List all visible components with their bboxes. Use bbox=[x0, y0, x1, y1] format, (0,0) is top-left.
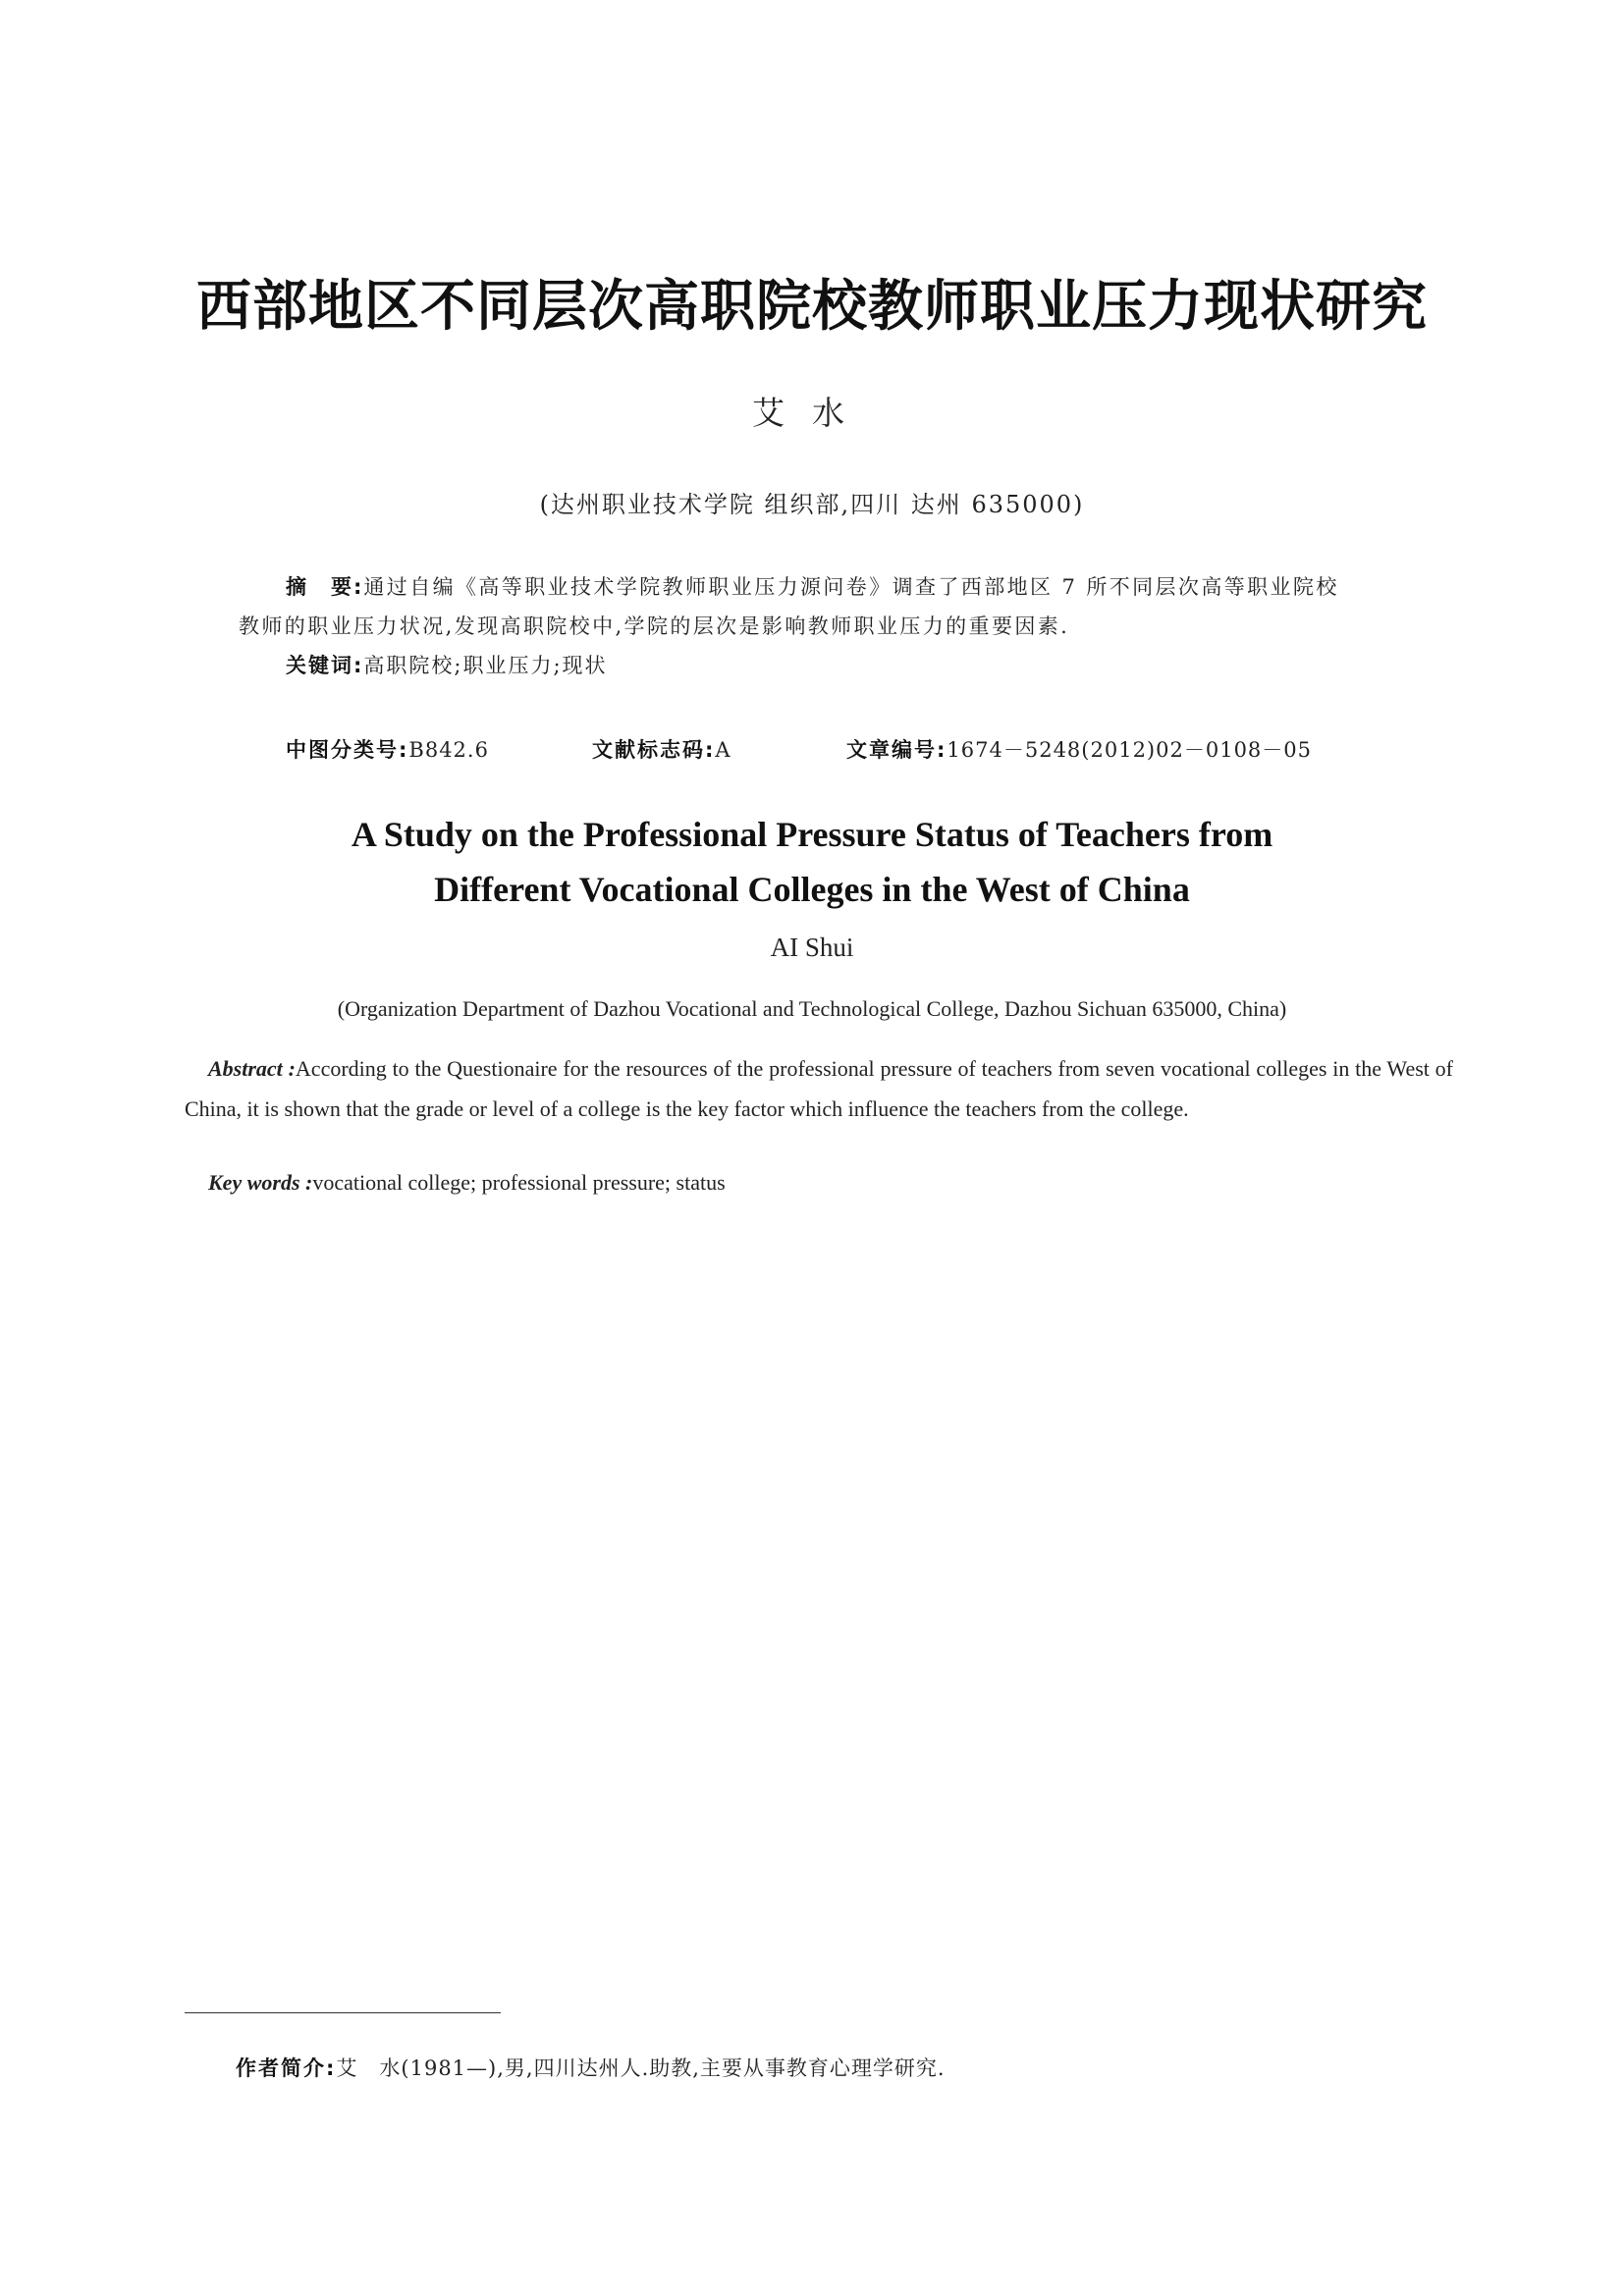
english-abstract-text: According to the Questionaire for the resources of the professional pressure of teachers from seven vocational colleges in the West of China, it is shown that the grade or level of a college is the key factor which influence the teachers from the college. bbox=[185, 1056, 1453, 1121]
chinese-author: 艾水 bbox=[752, 394, 872, 432]
article-number: 文章编号:1674－5248(2012)02－0108－05 bbox=[846, 738, 1313, 762]
chinese-keywords: 关键词:高职院校;职业压力;现状 bbox=[286, 654, 608, 677]
english-keywords-text: vocational college; professional pressure; status bbox=[312, 1170, 726, 1195]
document-code-value: A bbox=[715, 738, 731, 762]
chinese-abstract bbox=[239, 567, 1407, 646]
footnote-divider bbox=[185, 2012, 501, 2013]
english-title bbox=[0, 807, 1624, 917]
chinese-affiliation: (达州职业技术学院 组织部,四川 达州 635000) bbox=[539, 491, 1085, 518]
article-number-label: 文章编号 bbox=[846, 738, 937, 762]
chinese-keywords-text: 高职院校;职业压力;现状 bbox=[363, 654, 608, 677]
english-author: AI Shui bbox=[770, 933, 854, 962]
clc-value: B842.6 bbox=[408, 738, 489, 762]
english-keywords-label: Key words bbox=[208, 1170, 300, 1195]
english-title-line-1: A Study on the Professional Pressure Status of Teachers from bbox=[351, 815, 1273, 854]
english-title-line-2: Different Vocational Colleges in the West of China bbox=[434, 870, 1190, 909]
footnote-text: 艾 水(1981—),男,四川达州人.助教,主要从事教育心理学研究. bbox=[336, 2056, 946, 2080]
clc-label: 中图分类号 bbox=[286, 738, 399, 762]
chinese-abstract-text-1: 通过自编《高等职业技术学院教师职业压力源问卷》调查了西部地区 7 所不同层次高等职业院校 bbox=[363, 575, 1339, 599]
article-number-value: 1674－5248(2012)02－0108－05 bbox=[947, 738, 1313, 762]
english-abstract-label: Abstract bbox=[208, 1056, 283, 1081]
english-affiliation: (Organization Department of Dazhou Vocational and Technological College, Dazhou Sichuan 635000, China) bbox=[337, 996, 1287, 1021]
english-abstract: Abstract :According to the Questionaire for the resources of the professional pressure of teachers from seven vocational colleges in the West of China, it is shown that the grade or level of a college is the key factor which influence the teachers from the college. bbox=[185, 1056, 1453, 1121]
clc-number: 中图分类号:B842.6 bbox=[286, 738, 489, 762]
footnote-label: 作者简介 bbox=[236, 2056, 326, 2080]
chinese-abstract-line-1: 摘 要:通过自编《高等职业技术学院教师职业压力源问卷》调查了西部地区 7 所不同层次高等职业院校 bbox=[286, 575, 1339, 599]
chinese-abstract-label: 摘 要 bbox=[286, 575, 353, 599]
chinese-title: 西部地区不同层次高职院校教师职业压力现状研究 bbox=[196, 275, 1428, 339]
document-code: 文献标志码:A bbox=[592, 738, 731, 762]
author-footnote: 作者简介:艾 水(1981—),男,四川达州人.助教,主要从事教育心理学研究. bbox=[236, 2056, 946, 2080]
chinese-abstract-line-2: 教师的职业压力状况,发现高职院校中,学院的层次是影响教师职业压力的重要因素. bbox=[239, 614, 1070, 638]
document-code-label: 文献标志码 bbox=[592, 738, 705, 762]
chinese-keywords-label: 关键词 bbox=[286, 654, 353, 677]
english-keywords: Key words :vocational college; professional pressure; status bbox=[208, 1170, 726, 1195]
